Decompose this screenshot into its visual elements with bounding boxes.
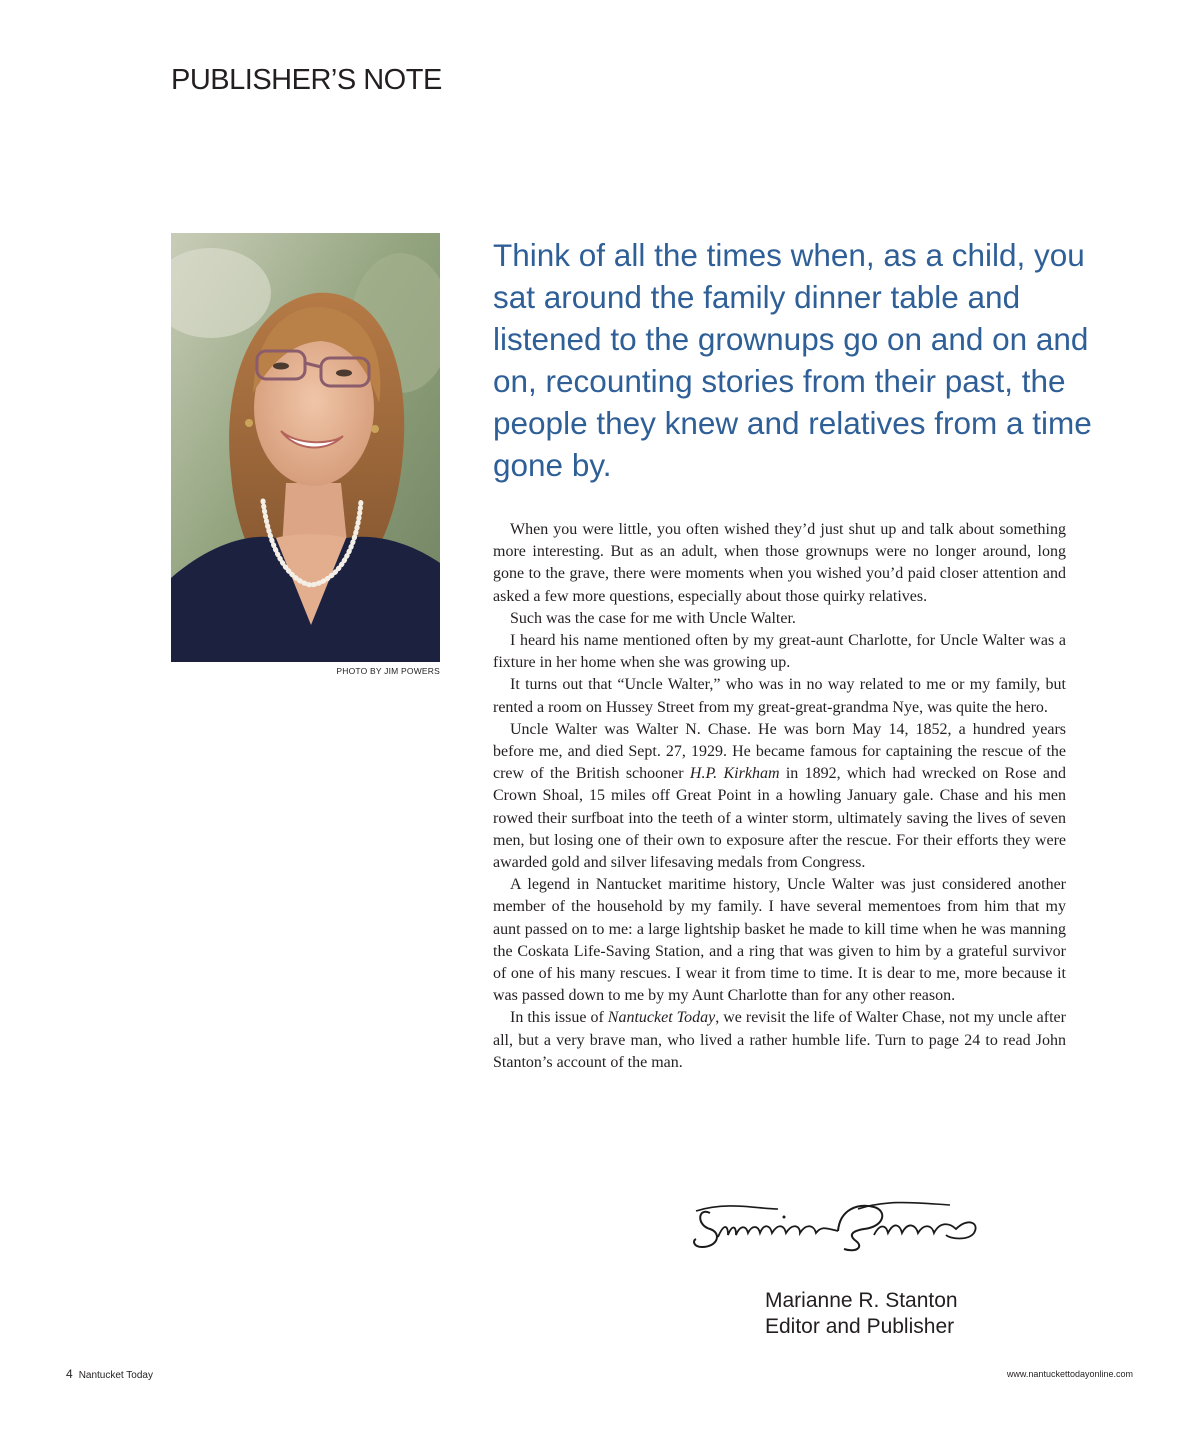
body-paragraph: I heard his name mentioned often by my great-aunt Charlotte, for Uncle Walter was a fixture in her home when she was growing up. (493, 632, 1066, 672)
paragraph-text: Uncle Walter was Walter N. Chase. He was born May 14, 1852, a hundred years before me, and died Sept. 27, 1929. He became famous for captaining the rescue of the crew of the British schooner (493, 720, 1066, 783)
handwritten-signature (688, 1195, 983, 1255)
body-paragraph (493, 719, 1066, 874)
paragraph-text: In this issue of (510, 1009, 608, 1027)
ship-name: H.P. Kirkham (689, 765, 780, 783)
section-title: PUBLISHER’S NOTE (171, 64, 442, 96)
body-paragraph: A legend in Nantucket maritime history, Uncle Walter was just considered another member of the household by my family. I have several mementoes from him that my aunt passed on to me: a large lightship basket he made to kill time when he was manning the Coskata Life-Saving Station, and a ring that was given to him by a grateful survivor of one of his many rescues. I wear it from time to time. It is dear to me, more because it was passed down to me by my Aunt Charlotte than for any other reason. (493, 876, 1066, 1005)
body-paragraph (493, 1007, 1066, 1074)
page-number: 4 (66, 1367, 73, 1381)
footer-website[interactable]: www.nantuckettodayonline.com (1006, 1369, 1133, 1379)
body-paragraph: Such was the case for me with Uncle Walter. (510, 609, 796, 627)
pull-quote: Think of all the times when, as a child, you sat around the family dinner table and listened to the grownups go on and on and on, recounting stories from their past, the people they knew and relatives from a time gone by. (493, 237, 1092, 483)
paragraph-text: , we revisit the life of Walter Chase, not my uncle after all, but a very brave man, who lived a rather humble life. Turn to page 24 to read John Stanton’s account of the man. (493, 1009, 1066, 1071)
publication-name: Nantucket Today (78, 1370, 153, 1381)
portrait-image (171, 233, 440, 662)
article-body (493, 519, 1066, 1074)
footer-folio (66, 1367, 153, 1381)
paragraph-text: in 1892, which had wrecked on Rose and Crown Shoal, 15 miles off Great Point in a howling January gale. Chase and his men rowed their surfboat into the teeth of a winter storm, ultimately saving the lives of seven men, but losing one of their own to exposure after the rescue. For their efforts they were awarded gold and silver lifesaving medals from Congress. (493, 765, 1067, 872)
publisher-portrait-photo (171, 233, 440, 662)
photo-credit: PHOTO BY JIM POWERS (336, 666, 440, 676)
body-paragraph: It turns out that “Uncle Walter,” who was in no way related to me or my family, but rented a room on Hussey Street from my great-great-grandma Nye, was quite the hero. (493, 676, 1066, 716)
publication-title: Nantucket Today (607, 1009, 716, 1027)
author-name: Marianne R. Stanton (765, 1289, 958, 1312)
author-role: Editor and Publisher (765, 1315, 955, 1338)
body-paragraph: When you were little, you often wished they’d just shut up and talk about something more interesting. But as an adult, when those grownups were no longer around, long gone to the grave, there were moments when you wished you’d paid closer attention and asked a few more questions, especially about those quirky relatives. (493, 521, 1066, 605)
